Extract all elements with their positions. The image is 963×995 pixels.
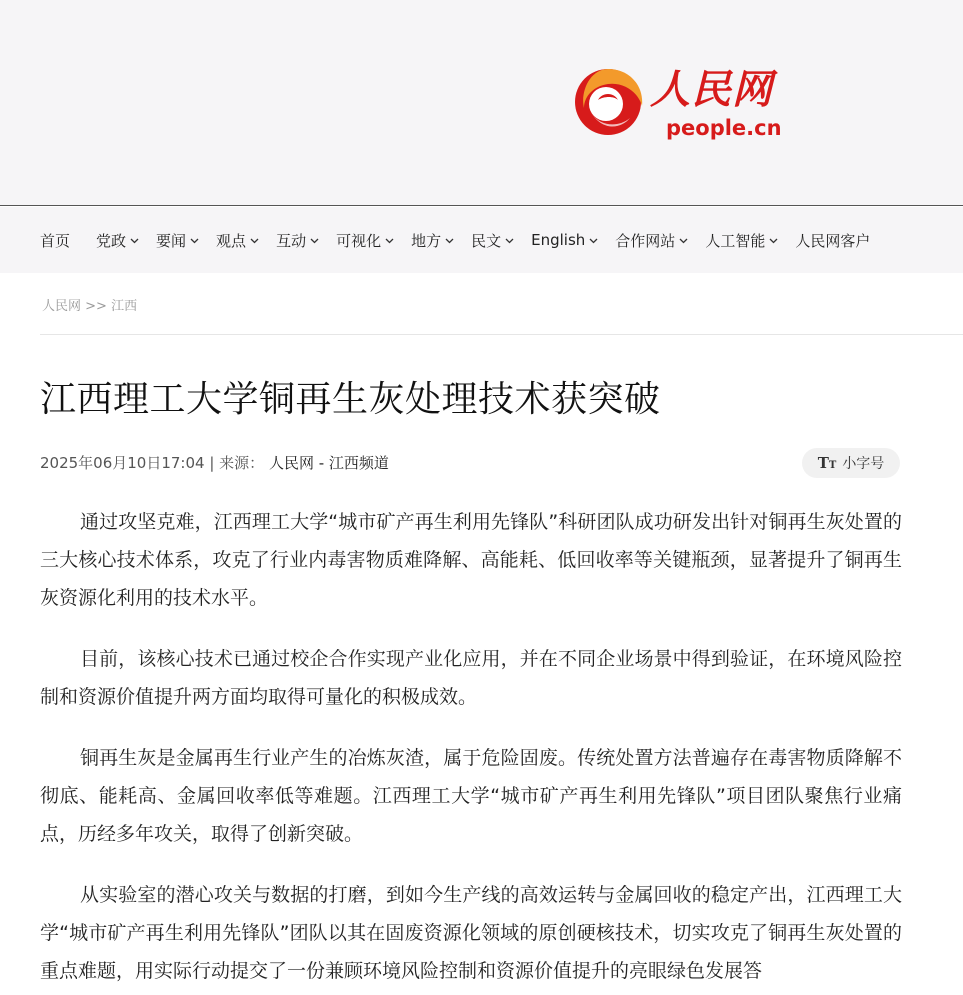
article-paragraph: 从实验室的潜心攻关与数据的打磨，到如今生产线的高效运转与金属回收的稳定产出，江西理工大学“城市矿产再生利用先锋队”团队以其在固废资源化领域的原创硬核技术，切实攻克了铜再生灰处置的重点难题，用实际行动提交了一份兼顾环境风险控制和资源价值提升的亮眼绿色发展答 xyxy=(40,884,902,982)
nav-label: English xyxy=(531,231,586,249)
breadcrumb-home-link[interactable]: 人民网 xyxy=(42,299,82,314)
nav-item-english[interactable] xyxy=(531,231,599,249)
chevron-down-icon xyxy=(249,235,260,246)
breadcrumb xyxy=(42,295,137,314)
font-size-toggle-button[interactable] xyxy=(802,448,900,478)
chevron-down-icon xyxy=(309,235,320,246)
nav-label: 地方 xyxy=(411,231,442,250)
nav-item-minority-lang[interactable] xyxy=(471,230,515,251)
chevron-down-icon xyxy=(588,235,599,246)
people-logo-icon xyxy=(572,62,648,138)
chevron-down-icon xyxy=(384,235,395,246)
article-meta xyxy=(40,452,389,473)
nav-item-party-gov[interactable] xyxy=(96,230,140,251)
chevron-down-icon xyxy=(189,235,200,246)
source-label: | 来源： xyxy=(209,454,265,472)
nav-label: 人工智能 xyxy=(705,231,766,250)
chevron-down-icon xyxy=(444,235,455,246)
article-paragraph: 铜再生灰是金属再生行业产生的冶炼灰渣，属于危险固废。传统处置方法普遍存在毒害物质降解不彻底、能耗高、金属回收率低等难题。江西理工大学“城市矿产再生利用先锋队”项目团队聚焦行业痛点，历经多年攻关，取得了创新突破。 xyxy=(40,747,902,845)
article-title: 江西理工大学铜再生灰处理技术获突破 xyxy=(40,379,661,420)
main-nav xyxy=(0,207,963,273)
nav-label: 可视化 xyxy=(336,231,382,250)
breadcrumb-section-link[interactable]: 江西 xyxy=(111,299,138,314)
font-size-icon: TT xyxy=(817,454,837,472)
article-body xyxy=(40,503,902,995)
font-size-label: 小字号 xyxy=(842,456,885,472)
nav-label: 党政 xyxy=(96,231,127,250)
article-paragraph: 目前，该核心技术已通过校企合作实现产业化应用，并在不同企业场景中得到验证，在环境风险控制和资源价值提升两方面均取得可量化的积极成效。 xyxy=(40,648,902,708)
chevron-down-icon xyxy=(129,235,140,246)
nav-label: 互动 xyxy=(276,231,307,250)
source-link[interactable]: 人民网 - 江西频道 xyxy=(268,454,389,472)
nav-item-interact[interactable] xyxy=(276,230,320,251)
nav-label: 要闻 xyxy=(156,231,187,250)
article-paragraph: 通过攻坚克难，江西理工大学“城市矿产再生利用先锋队”科研团队成功研发出针对铜再生灰处置的三大核心技术体系，攻克了行业内毒害物质难降解、高能耗、低回收率等关键瓶颈，显著提升了铜再生灰资源化利用的技术水平。 xyxy=(40,511,902,609)
logo-chinese-text: 人民网 xyxy=(650,66,773,113)
chevron-down-icon xyxy=(504,235,515,246)
chevron-down-icon xyxy=(768,235,779,246)
nav-item-local[interactable] xyxy=(411,230,455,251)
nav-label: 人民网客户 xyxy=(795,231,871,250)
nav-item-visual[interactable] xyxy=(336,230,395,251)
breadcrumb-separator: >> xyxy=(85,299,107,314)
breadcrumb-divider xyxy=(40,334,963,335)
nav-item-opinion[interactable] xyxy=(216,230,260,251)
masthead xyxy=(0,0,963,206)
logo-english-text: people.cn xyxy=(666,116,782,140)
nav-item-client[interactable] xyxy=(795,230,870,251)
nav-label: 民文 xyxy=(471,231,502,250)
nav-label: 观点 xyxy=(216,231,247,250)
nav-item-partners[interactable] xyxy=(615,230,689,251)
publish-date: 2025年06月10日17:04 xyxy=(40,454,205,472)
site-logo[interactable] xyxy=(572,58,792,148)
nav-item-home[interactable] xyxy=(40,230,70,251)
nav-label: 合作网站 xyxy=(615,231,676,250)
nav-item-ai[interactable] xyxy=(705,230,779,251)
nav-item-news[interactable] xyxy=(156,230,200,251)
nav-label: 首页 xyxy=(40,231,71,250)
chevron-down-icon xyxy=(678,235,689,246)
